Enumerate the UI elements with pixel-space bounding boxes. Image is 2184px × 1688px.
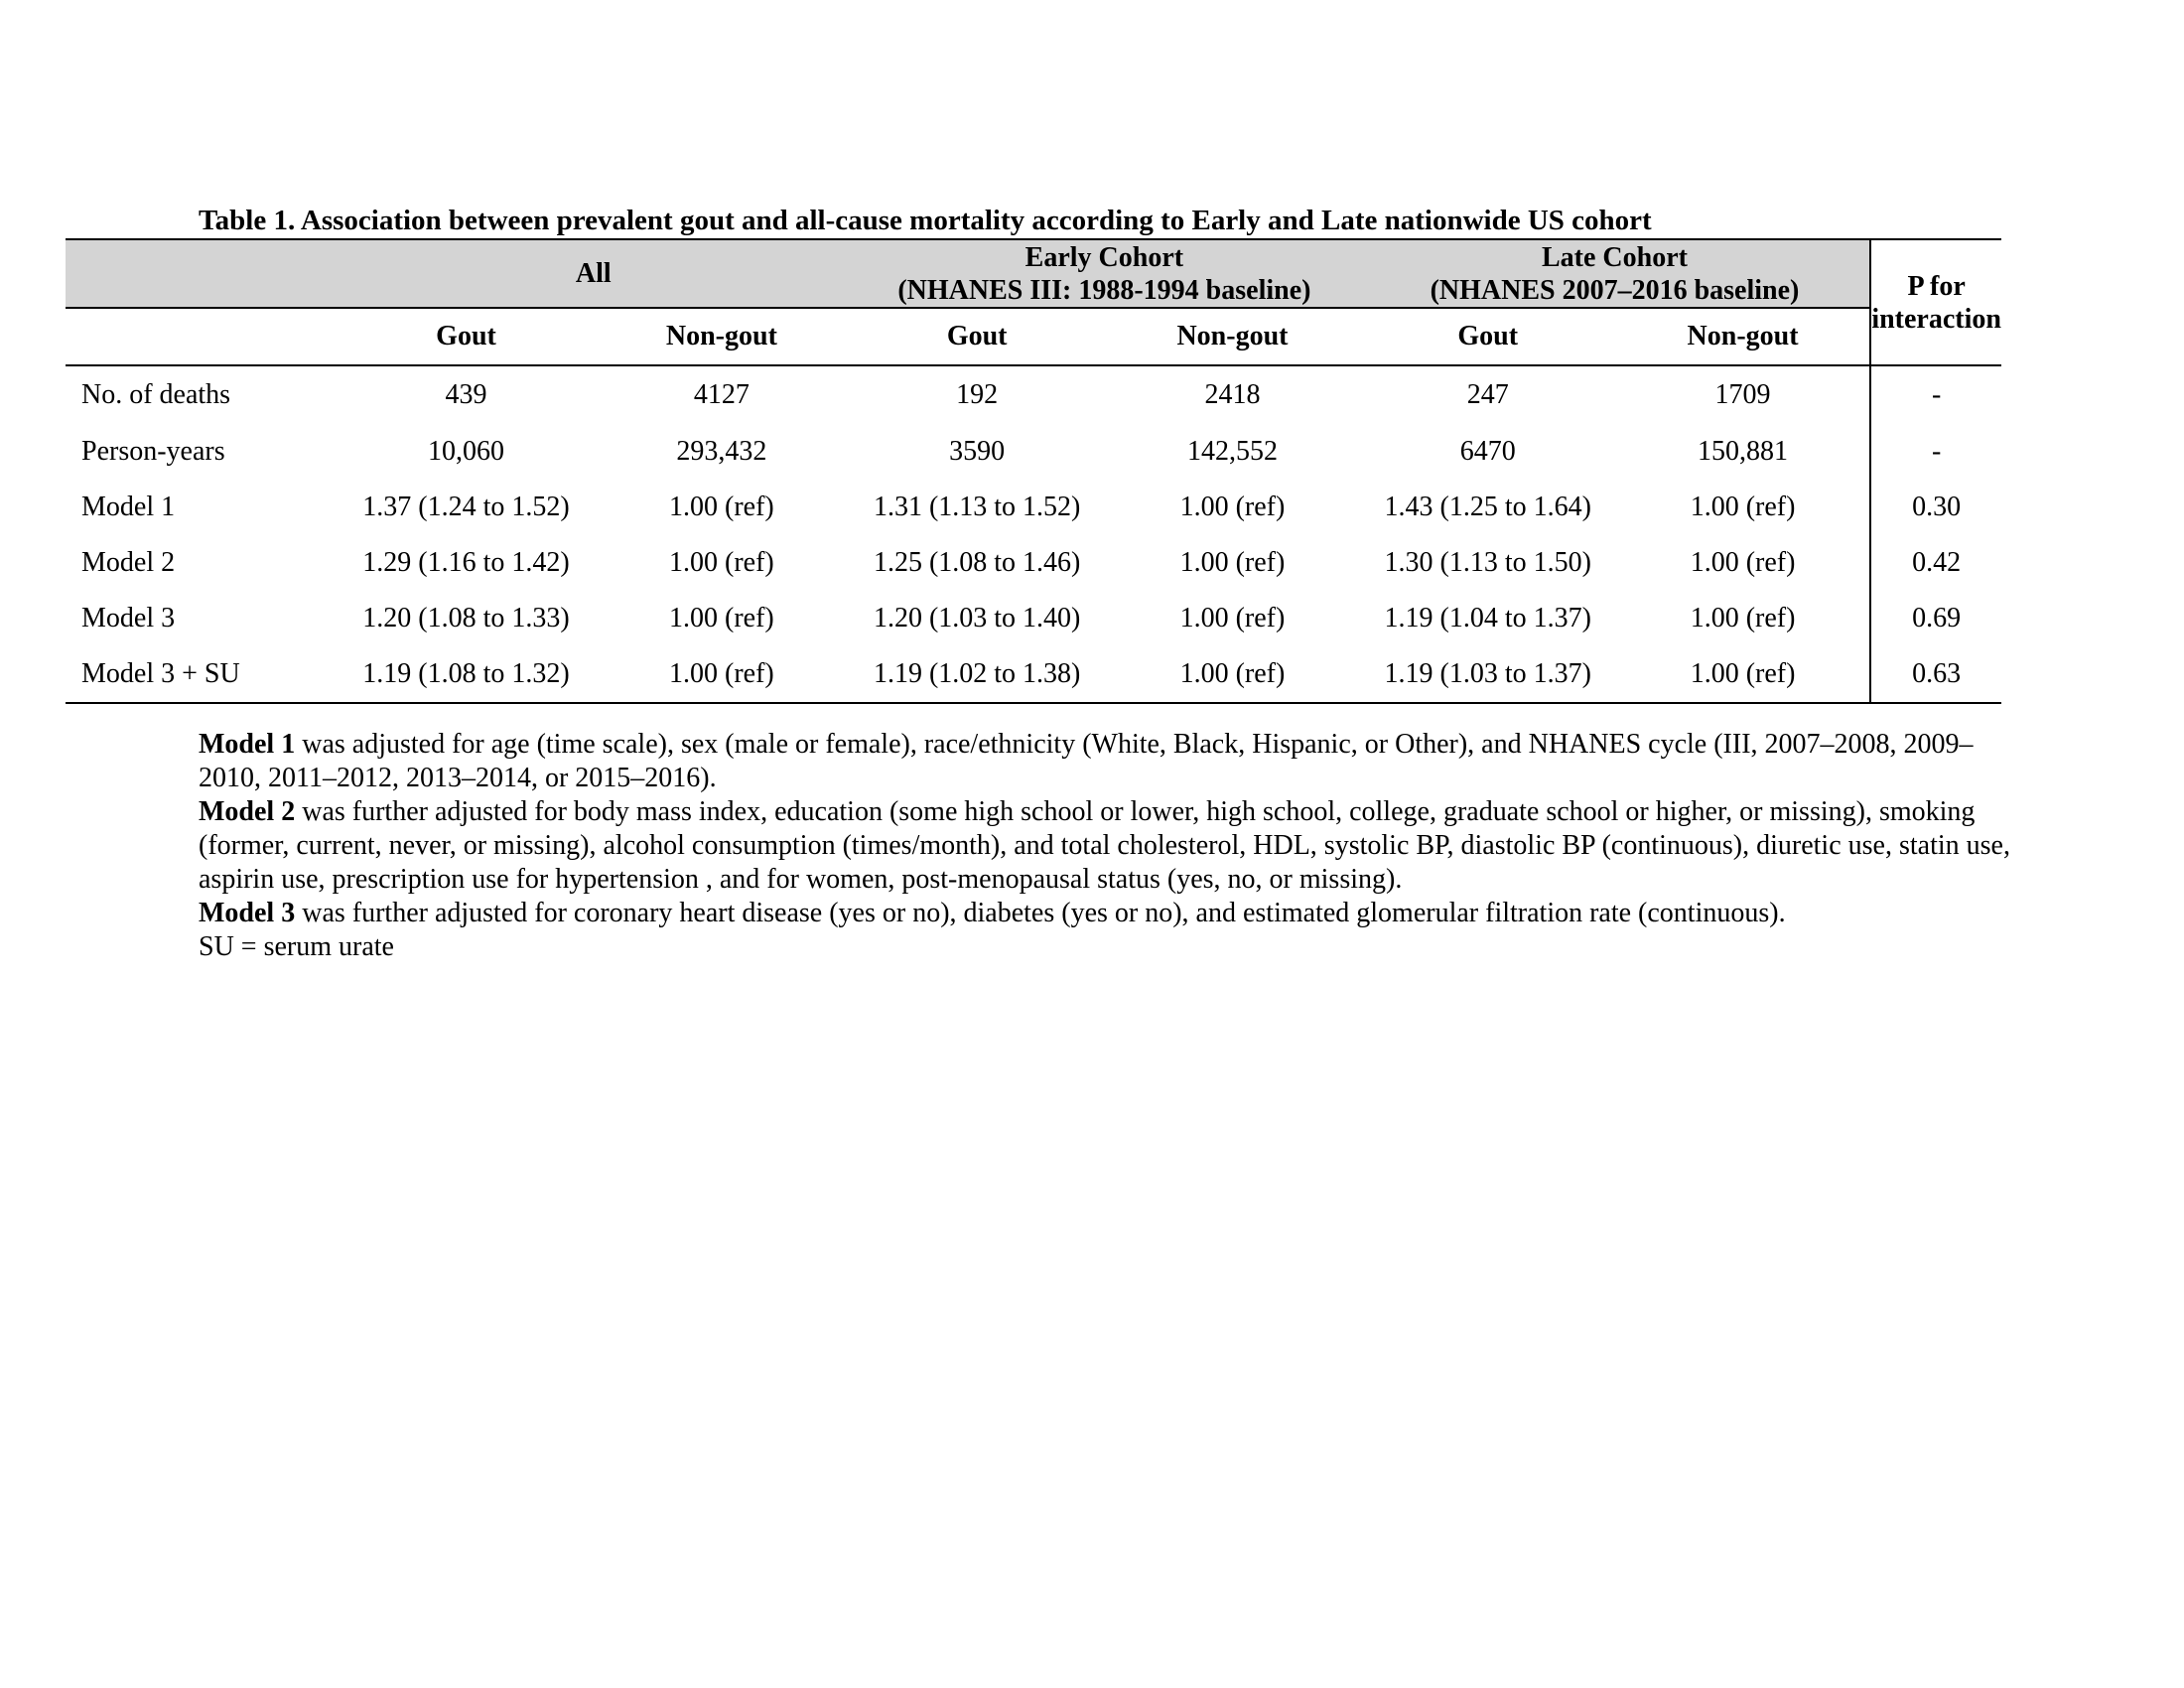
row-label: Model 2: [81, 547, 176, 578]
table-row: [66, 424, 2001, 480]
subheader-late-gout: Gout: [1360, 308, 1616, 365]
table-cell: 1.19 (1.08 to 1.32): [338, 646, 594, 703]
table-cell: 1.19 (1.02 to 1.38): [849, 646, 1105, 703]
table-cell: 1.00 (ref): [1690, 547, 1796, 578]
table-cell: 1.00 (ref): [1616, 646, 1870, 703]
table-cell: 1.00 (ref): [669, 603, 774, 633]
table-cell: 1.20 (1.08 to 1.33): [362, 603, 570, 633]
group-header-late-cohort: [1360, 239, 1871, 308]
early-cohort-baseline: (NHANES III: 1988-1994 baseline): [897, 274, 1311, 306]
table-cell: 142,552: [1186, 436, 1278, 467]
footnote-model-1: [199, 728, 2015, 795]
table-cell: 1.00 (ref): [1690, 603, 1796, 633]
footnote-model-3: [199, 897, 2015, 930]
subheader-early-gout: Gout: [849, 308, 1105, 365]
table-cell: 439: [445, 379, 487, 410]
footnote-model-2: [199, 795, 2015, 897]
p-value-cell: -: [1870, 424, 2001, 480]
group-header-early-cohort: [849, 239, 1360, 308]
p-value-cell: 0.42: [1870, 535, 2001, 591]
table-row: [66, 535, 2001, 591]
table-cell: 1.19 (1.04 to 1.37): [1384, 603, 1591, 633]
table-cell: 4127: [693, 379, 750, 410]
table-row: [66, 646, 2001, 703]
table-row: [66, 591, 2001, 646]
row-label: Person-years: [81, 436, 225, 467]
table-cell: 1.25 (1.08 to 1.46): [873, 547, 1081, 578]
table-cell: 1.00 (ref): [1179, 603, 1286, 633]
row-label: No. of deaths: [81, 379, 231, 410]
group-header-all: All: [338, 239, 849, 308]
table-cell: 1.31 (1.13 to 1.52): [873, 492, 1081, 522]
footnote-model-2-label: Model 2: [199, 796, 296, 827]
table-cell: 1.30 (1.13 to 1.50): [1384, 547, 1591, 578]
table-cell: 1.20 (1.03 to 1.40): [873, 603, 1081, 633]
early-cohort-title: Early Cohort: [1024, 241, 1184, 273]
table-cell: 2418: [1204, 379, 1261, 410]
row-label: Model 1: [81, 492, 176, 522]
footnote-model-3-label: Model 3: [199, 898, 296, 928]
p-value-cell: -: [1870, 365, 2001, 424]
subheader-row: [66, 308, 2001, 365]
table-cell: 293,432: [676, 436, 767, 467]
footnote-model-1-label: Model 1: [199, 729, 296, 760]
subheader-all-non-gout: Non-gout: [595, 308, 849, 365]
table-cell: 1.00 (ref): [669, 547, 774, 578]
table-cell: 1709: [1714, 379, 1771, 410]
subheader-all-gout: Gout: [338, 308, 594, 365]
group-header-blank: [66, 239, 338, 308]
group-header-row: [66, 239, 2001, 308]
table-cell: 1.29 (1.16 to 1.42): [362, 547, 570, 578]
table-cell: 1.37 (1.24 to 1.52): [362, 492, 570, 522]
table-cell: 1.00 (ref): [595, 646, 849, 703]
table-cell: 10,060: [428, 436, 505, 467]
table-cell: 1.00 (ref): [1690, 492, 1796, 522]
results-table: [66, 238, 2001, 704]
footnote-model-3-text: was further adjusted for coronary heart disease (yes or no), diabetes (yes or no), and estimated glomerular filtration rate (continuous).: [295, 898, 1786, 928]
footnote-model-1-text: was adjusted for age (time scale), sex (male or female), race/ethnicity (White, Black, Hispanic, or Other), and NHANES cycle (III, 2007–2008, 2009–2010, 2011–2012, 2013–2014, or 2015–2016).: [199, 729, 1974, 793]
subheader-blank: [66, 308, 338, 365]
p-value-cell: 0.69: [1870, 591, 2001, 646]
p-for-label: P for: [1907, 270, 1966, 302]
p-for-interaction-header: [1870, 239, 2001, 365]
table-cell: 192: [956, 379, 999, 410]
table-cell: 1.00 (ref): [669, 492, 774, 522]
interaction-label: interaction: [1871, 303, 2001, 335]
table-footnotes: [199, 728, 2015, 964]
subheader-early-non-gout: Non-gout: [1105, 308, 1359, 365]
table-cell: 3590: [949, 436, 1006, 467]
table-cell: 150,881: [1698, 436, 1789, 467]
table-row: [66, 480, 2001, 535]
table-title: Table 1. Association between prevalent gout and all-cause mortality according to Early and Late nationwide US cohort: [199, 205, 1652, 236]
late-cohort-title: Late Cohort: [1541, 241, 1688, 273]
row-label: Model 3 + SU: [66, 646, 338, 703]
table-cell: 247: [1466, 379, 1509, 410]
table-cell: 1.00 (ref): [1179, 492, 1286, 522]
table-cell: 1.19 (1.03 to 1.37): [1360, 646, 1616, 703]
table-cell: 6470: [1459, 436, 1516, 467]
subheader-late-non-gout: Non-gout: [1616, 308, 1870, 365]
row-label: Model 3: [81, 603, 176, 633]
table-cell: 1.00 (ref): [1179, 547, 1286, 578]
footnote-model-2-text: was further adjusted for body mass index, education (some high school or lower, high school, college, graduate school or higher, or missing), smoking (former, current, never, or missing), alcohol consumption (times/month), and total cholesterol, HDL, systolic BP, diastolic BP (continuous), diuretic use, statin use, aspirin use, prescription use for hypertension , and for women, post-menopausal status (yes, no, or missing).: [199, 796, 2010, 895]
table-cell: 1.00 (ref): [1105, 646, 1359, 703]
late-cohort-baseline: (NHANES 2007–2016 baseline): [1430, 274, 1800, 306]
table-row: [66, 365, 2001, 424]
table-cell: 1.43 (1.25 to 1.64): [1384, 492, 1591, 522]
footnote-abbreviation: SU = serum urate: [199, 931, 394, 962]
p-value-cell: 0.30: [1870, 480, 2001, 535]
p-value-cell: 0.63: [1870, 646, 2001, 703]
